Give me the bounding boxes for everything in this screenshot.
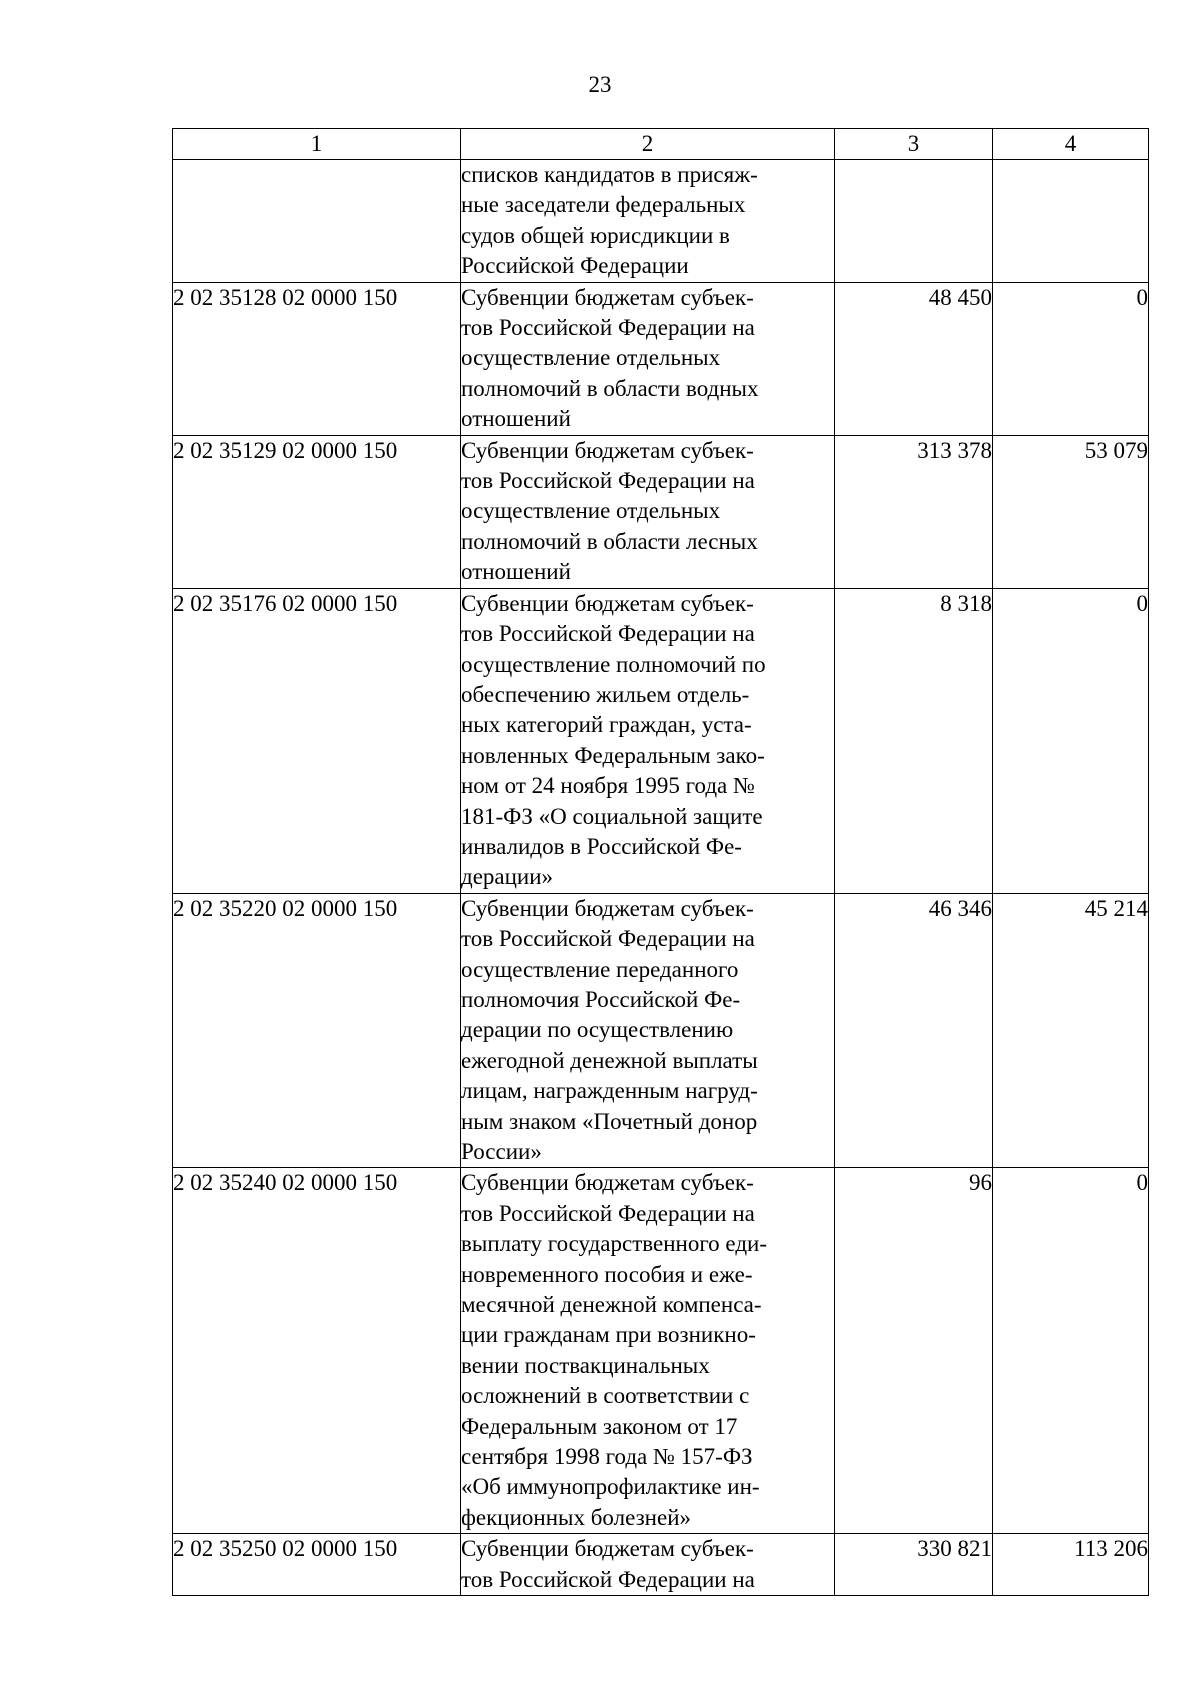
description-line: полномочий в области водных	[461, 375, 759, 401]
amount-col4-cell: 0	[993, 1168, 1149, 1534]
description-line: тов Российской Федерации на	[461, 621, 755, 647]
description-line: тов Российской Федерации на	[461, 315, 755, 341]
description-line: ные заседатели федеральных	[461, 192, 746, 218]
description-line: судов общей юрисдикции в	[461, 222, 730, 248]
description-line: тов Российской Федерации на	[461, 1566, 755, 1592]
description-line: отношений	[461, 406, 571, 432]
description-line: осуществление отдельных	[461, 498, 721, 524]
budget-code-cell	[173, 160, 461, 283]
amount-col3-cell	[835, 160, 993, 283]
table-row	[173, 893, 1149, 1168]
description-line: тов Российской Федерации на	[461, 468, 755, 494]
budget-code-cell: 2 02 35220 02 0000 150	[173, 893, 461, 1168]
description-cell	[461, 435, 835, 588]
table-row	[173, 160, 1149, 283]
table-row	[173, 435, 1149, 588]
description-line: вении поствакцинальных	[461, 1352, 710, 1378]
budget-code-cell: 2 02 35250 02 0000 150	[173, 1534, 461, 1596]
amount-col3-cell: 330 821	[835, 1534, 993, 1596]
description-line: полномочий в области лесных	[461, 528, 758, 554]
table-row	[173, 588, 1149, 893]
description-line: Федеральным законом от 17	[461, 1413, 738, 1439]
amount-col4-cell: 0	[993, 588, 1149, 893]
amount-col3-cell: 46 346	[835, 893, 993, 1168]
description-line: ном от 24 ноября 1995 года №	[461, 773, 755, 799]
amount-col3-cell: 8 318	[835, 588, 993, 893]
description-line: инвалидов в Российской Фе-	[461, 833, 742, 859]
amount-col3-cell: 96	[835, 1168, 993, 1534]
description-line: списков кандидатов в присяж-	[461, 162, 758, 187]
column-header-1: 1	[173, 129, 461, 160]
description-cell	[461, 160, 835, 283]
description-line: Субвенции бюджетам субъек-	[461, 590, 754, 616]
description-cell	[461, 1168, 835, 1534]
page-number: 23	[588, 72, 612, 97]
description-line: месячной денежной компенса-	[461, 1292, 762, 1318]
budget-table	[172, 128, 1149, 1596]
amount-col3-cell: 48 450	[835, 282, 993, 435]
description-line: Российской Федерации	[461, 253, 689, 279]
column-header-3: 3	[835, 129, 993, 160]
description-line: 181-ФЗ «О социальной защите	[461, 803, 763, 829]
description-line: фекционных болезней»	[461, 1504, 691, 1530]
description-line: ным знаком «Почетный донор	[461, 1108, 758, 1134]
description-line: ных категорий граждан, уста-	[461, 712, 752, 738]
description-line: осуществление переданного	[461, 956, 739, 982]
column-header-4: 4	[993, 129, 1149, 160]
description-line: «Об иммунопрофилактике ин-	[461, 1474, 760, 1500]
description-line: полномочия Российской Фе-	[461, 986, 741, 1012]
description-line: России»	[461, 1139, 542, 1164]
amount-col4-cell: 113 206	[993, 1534, 1149, 1596]
description-line: ции гражданам при возникно-	[461, 1322, 756, 1348]
description-line: Субвенции бюджетам субъек-	[461, 1170, 754, 1196]
table-body	[173, 160, 1149, 1596]
description-line: осложнений в соответствии с	[461, 1383, 750, 1409]
description-line: тов Российской Федерации на	[461, 926, 755, 952]
description-line: ежегодной денежной выплаты	[461, 1047, 758, 1073]
description-line: обеспечению жильем отдель-	[461, 681, 750, 707]
budget-code-cell: 2 02 35176 02 0000 150	[173, 588, 461, 893]
description-line: Субвенции бюджетам субъек-	[461, 895, 754, 921]
table-row	[173, 1168, 1149, 1534]
description-cell	[461, 893, 835, 1168]
table-row	[173, 1534, 1149, 1596]
budget-code-cell: 2 02 35129 02 0000 150	[173, 435, 461, 588]
description-line: выплату государственного еди-	[461, 1231, 768, 1257]
description-line: Субвенции бюджетам субъек-	[461, 437, 754, 463]
amount-col4-cell: 0	[993, 282, 1149, 435]
description-line: лицам, награжденным нагруд-	[461, 1078, 758, 1104]
description-line: осуществление отдельных	[461, 345, 721, 371]
description-line: Субвенции бюджетам субъек-	[461, 284, 754, 310]
description-line: тов Российской Федерации на	[461, 1200, 755, 1226]
description-line: новременного пособия и еже-	[461, 1261, 753, 1287]
header-row	[173, 129, 1149, 160]
amount-col4-cell	[993, 160, 1149, 283]
amount-col4-cell: 53 079	[993, 435, 1149, 588]
description-line: осуществление полномочий по	[461, 651, 766, 677]
description-line: отношений	[461, 559, 571, 585]
description-line: дерации по осуществлению	[461, 1017, 734, 1043]
description-cell	[461, 282, 835, 435]
amount-col3-cell: 313 378	[835, 435, 993, 588]
column-header-2: 2	[461, 129, 835, 160]
amount-col4-cell: 45 214	[993, 893, 1149, 1168]
description-line: сентября 1998 года № 157-ФЗ	[461, 1444, 753, 1470]
table-row	[173, 282, 1149, 435]
description-cell	[461, 588, 835, 893]
description-line: дерации»	[461, 864, 554, 890]
budget-code-cell: 2 02 35128 02 0000 150	[173, 282, 461, 435]
description-cell	[461, 1534, 835, 1596]
description-line: новленных Федеральным зако-	[461, 742, 765, 768]
description-line: Субвенции бюджетам субъек-	[461, 1536, 754, 1562]
budget-code-cell: 2 02 35240 02 0000 150	[173, 1168, 461, 1534]
